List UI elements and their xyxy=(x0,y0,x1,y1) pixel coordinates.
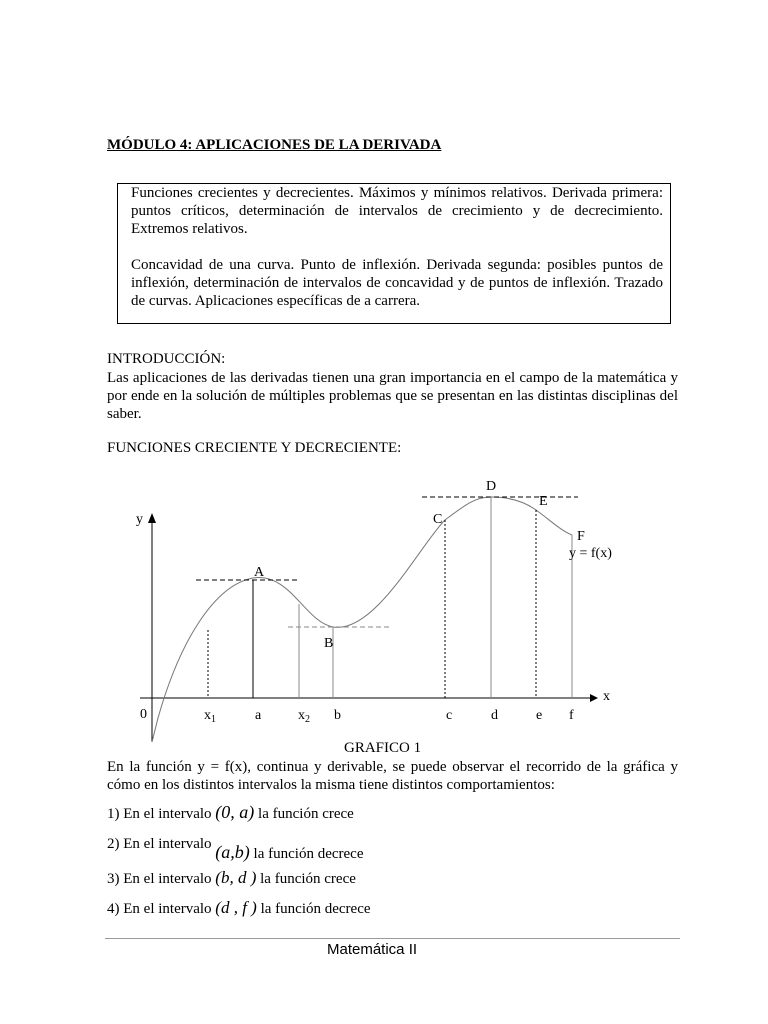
intro-text: Las aplicaciones de las derivadas tienen una gran importancia en el campo de la matemática y por ende en la solución de múltiples problemas que se presentan en las distintas disciplinas del saber. xyxy=(107,370,678,422)
list-item xyxy=(107,868,356,888)
list-item xyxy=(107,832,364,862)
footer-divider xyxy=(105,938,680,939)
footer-text: Matemática II xyxy=(327,941,418,958)
tick-a: a xyxy=(255,708,262,723)
point-label-f: F xyxy=(577,529,585,544)
item-suffix: la función crece xyxy=(260,871,356,887)
tick-x2: $x_2$ xyxy=(298,708,310,725)
function-graph xyxy=(0,470,768,745)
item-interval: (b, d ) xyxy=(215,868,257,887)
point-label-d: D xyxy=(486,479,497,494)
point-label-b: B xyxy=(324,636,334,651)
section-heading: FUNCIONES CRECIENTE Y DECRECIENTE: xyxy=(107,440,402,456)
summary-paragraph-1: Funciones crecientes y decrecientes. Máximos y mínimos relativos. Derivada primera: puntos críticos, determinación de intervalos de crecimiento y de decrecimiento. Extremos relativos. xyxy=(131,185,663,237)
y-axis-label: y xyxy=(136,512,143,527)
point-label-a: A xyxy=(254,565,265,580)
item-interval: (d , f ) xyxy=(215,898,257,917)
item-interval: (0, a) xyxy=(215,802,255,822)
summary-box xyxy=(117,183,671,324)
x-axis-arrow-icon xyxy=(590,694,598,702)
item-suffix: la función decrece xyxy=(260,901,371,917)
origin-label: 0 xyxy=(140,707,147,722)
summary-paragraph-2: Concavidad de una curva. Punto de inflexión. Derivada segunda: posibles puntos de inflexión, determinación de intervalos de concavidad y de puntos de inflexión. Trazado de curvas. Aplicaciones específicas de a carrera. xyxy=(131,257,663,309)
module-title: MÓDULO 4: APLICACIONES DE LA DERIVADA xyxy=(107,137,442,153)
point-label-c: C xyxy=(433,512,443,527)
function-curve xyxy=(152,497,572,742)
description-paragraph: En la función y = f(x), continua y derivable, se puede observar el recorrido de la gráfica y cómo en los distintos intervalos la misma tiene distintos comportamientos: xyxy=(107,759,678,793)
item-interval: (a,b) xyxy=(215,842,250,862)
point-label-e: E xyxy=(539,494,548,509)
item-prefix: 3) En el intervalo xyxy=(107,871,212,887)
tick-f: f xyxy=(569,708,574,723)
item-prefix: 4) En el intervalo xyxy=(107,901,212,917)
tick-x1: $x_1$ xyxy=(204,708,216,725)
tick-e: e xyxy=(536,708,543,723)
item-suffix: la función decrece xyxy=(253,846,364,862)
item-prefix: 2) En el intervalo xyxy=(107,836,212,852)
function-label: y = f(x) xyxy=(569,546,612,561)
graph-caption: GRAFICO 1 xyxy=(344,740,422,756)
tick-b: b xyxy=(334,708,341,723)
intro-heading: INTRODUCCIÓN: xyxy=(107,351,226,367)
item-suffix: la función crece xyxy=(258,806,354,822)
tick-c: c xyxy=(446,708,453,723)
y-axis-arrow-icon xyxy=(148,513,156,523)
list-item xyxy=(107,802,354,823)
item-prefix: 1) En el intervalo xyxy=(107,806,212,822)
tick-d: d xyxy=(491,708,498,723)
list-item xyxy=(107,898,371,918)
x-axis-label: x xyxy=(603,689,610,704)
